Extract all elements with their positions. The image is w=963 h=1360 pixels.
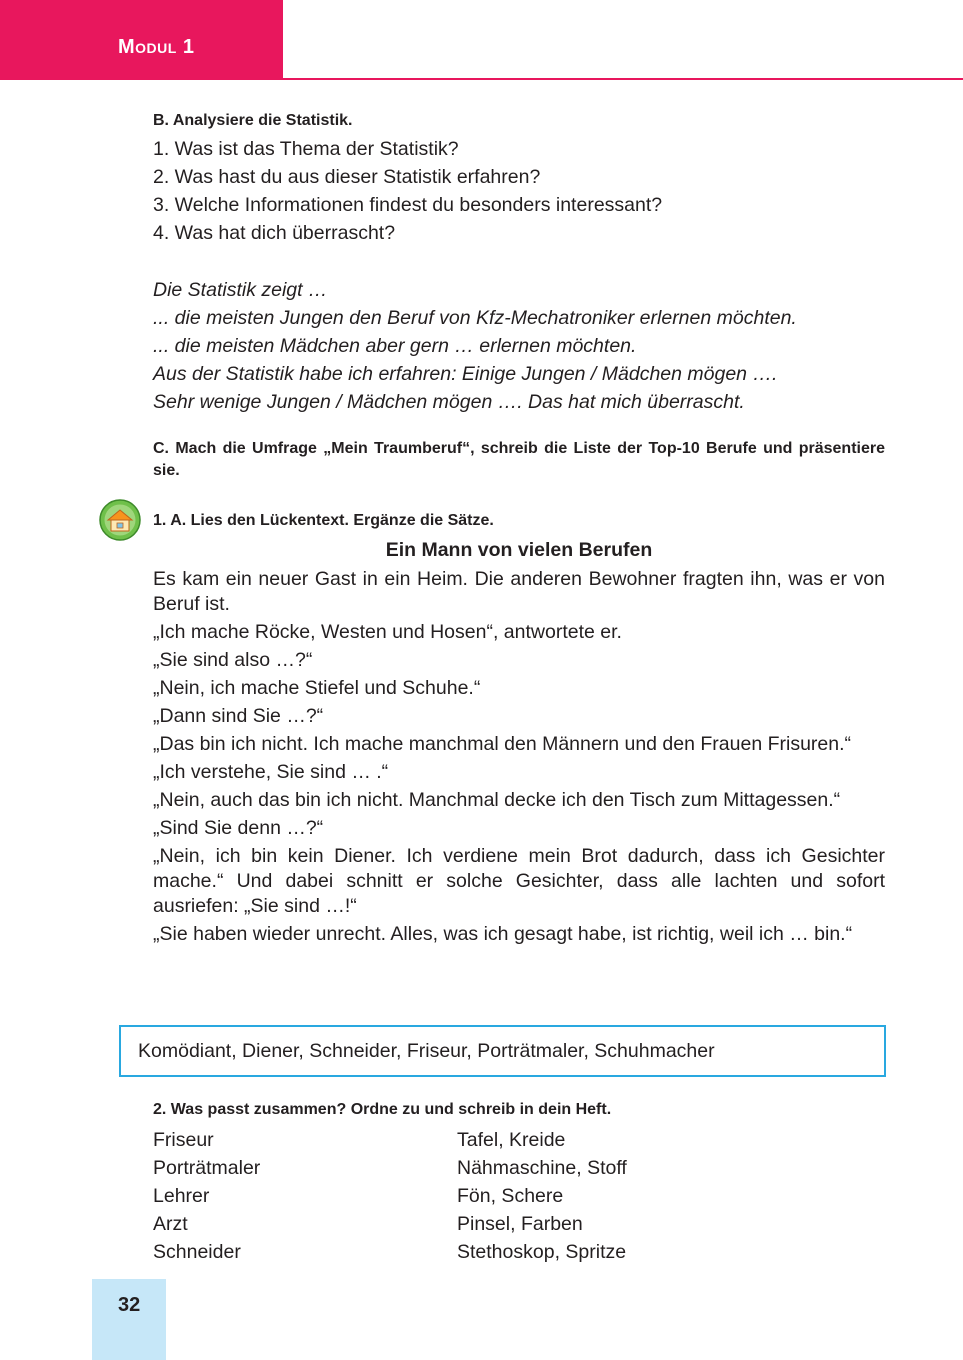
story-paragraph: „Sind Sie denn …?“ — [153, 817, 324, 839]
match-table — [153, 1126, 753, 1266]
story-paragraph: „Nein, ich mache Stiefel und Schuhe.“ — [153, 677, 481, 699]
match-row — [153, 1182, 753, 1210]
task-1-heading: 1. A. Lies den Lückentext. Ergänze die Sätze. — [153, 512, 494, 529]
tools: Nähmaschine, Stoff — [457, 1157, 627, 1179]
home-icon — [99, 499, 141, 541]
story-paragraph: „Sie sind also …?“ — [153, 649, 313, 671]
story-paragraph: „Ich verstehe, Sie sind … .“ — [153, 761, 389, 783]
story-paragraph: „Sie haben wieder unrecht. Alles, was ich gesagt habe, ist richtig, weil ich … bin.“ — [153, 923, 853, 945]
story-text — [153, 567, 885, 947]
profession: Friseur — [153, 1129, 214, 1151]
section-b-heading: B. Analysiere die Statistik. — [153, 112, 353, 129]
question-list — [153, 135, 885, 247]
task-1 — [153, 510, 885, 950]
story-paragraph: „Dann sind Sie …?“ — [153, 705, 324, 727]
story-paragraph: Es kam ein neuer Gast in ein Heim. Die anderen Bewohner fragten ihn, was er von Beruf ist. — [153, 568, 885, 615]
page-number: 32 — [118, 1294, 141, 1316]
example-line: ... die meisten Mädchen aber gern … erlernen möchten. — [153, 335, 637, 357]
match-row — [153, 1210, 753, 1238]
module-label: Modul 1 — [118, 36, 195, 58]
page-number-box — [92, 1279, 166, 1360]
profession: Porträtmaler — [153, 1157, 261, 1179]
story-paragraph: „Nein, ich bin kein Diener. Ich verdiene mein Brot dadurch, dass ich Gesichter mache.“ Und dabei schnitt er solche Gesichter, dass alle lachten und sofort ausriefen: „Sie sind …!“ — [153, 845, 885, 917]
question-item: 2. Was hast du aus dieser Statistik erfahren? — [153, 166, 541, 188]
section-b — [153, 110, 885, 247]
match-row — [153, 1238, 753, 1266]
story-title: Ein Mann von vielen Berufen — [385, 539, 653, 561]
question-item: 4. Was hat dich überrascht? — [153, 222, 396, 244]
example-sentences — [153, 276, 885, 416]
word-box: Komödiant, Diener, Schneider, Friseur, Porträtmaler, Schuhmacher — [119, 1025, 886, 1077]
story-paragraph: „Ich mache Röcke, Westen und Hosen“, antwortete er. — [153, 621, 622, 643]
match-row — [153, 1126, 753, 1154]
section-c-heading: C. Mach die Umfrage „Mein Traumberuf“, schreib die Liste der Top-10 Berufe und präsentiere sie. — [153, 440, 885, 479]
header-rule — [283, 78, 963, 80]
example-line: ... die meisten Jungen den Beruf von Kfz-Mechatroniker erlernen möchten. — [153, 307, 797, 329]
tools: Fön, Schere — [457, 1185, 564, 1207]
tools: Tafel, Kreide — [457, 1129, 566, 1151]
story-paragraph: „Das bin ich nicht. Ich mache manchmal den Männern und den Frauen Frisuren.“ — [153, 733, 852, 755]
tools: Pinsel, Farben — [457, 1213, 583, 1235]
profession: Schneider — [153, 1241, 241, 1263]
story-paragraph: „Nein, auch das bin ich nicht. Manchmal decke ich den Tisch zum Mittagessen.“ — [153, 789, 841, 811]
tools: Stethoskop, Spritze — [457, 1241, 627, 1263]
match-row — [153, 1154, 753, 1182]
task-2-heading: 2. Was passt zusammen? Ordne zu und schreib in dein Heft. — [153, 1101, 612, 1118]
profession: Lehrer — [153, 1185, 210, 1207]
question-item: 1. Was ist das Thema der Statistik? — [153, 138, 459, 160]
example-line: Sehr wenige Jungen / Mädchen mögen …. Das hat mich überrascht. — [153, 391, 745, 413]
example-line: Die Statistik zeigt … — [153, 279, 328, 301]
question-item: 3. Welche Informationen findest du besonders interessant? — [153, 194, 663, 216]
example-line: Aus der Statistik habe ich erfahren: Einige Jungen / Mädchen mögen …. — [153, 363, 778, 385]
profession: Arzt — [153, 1213, 188, 1235]
